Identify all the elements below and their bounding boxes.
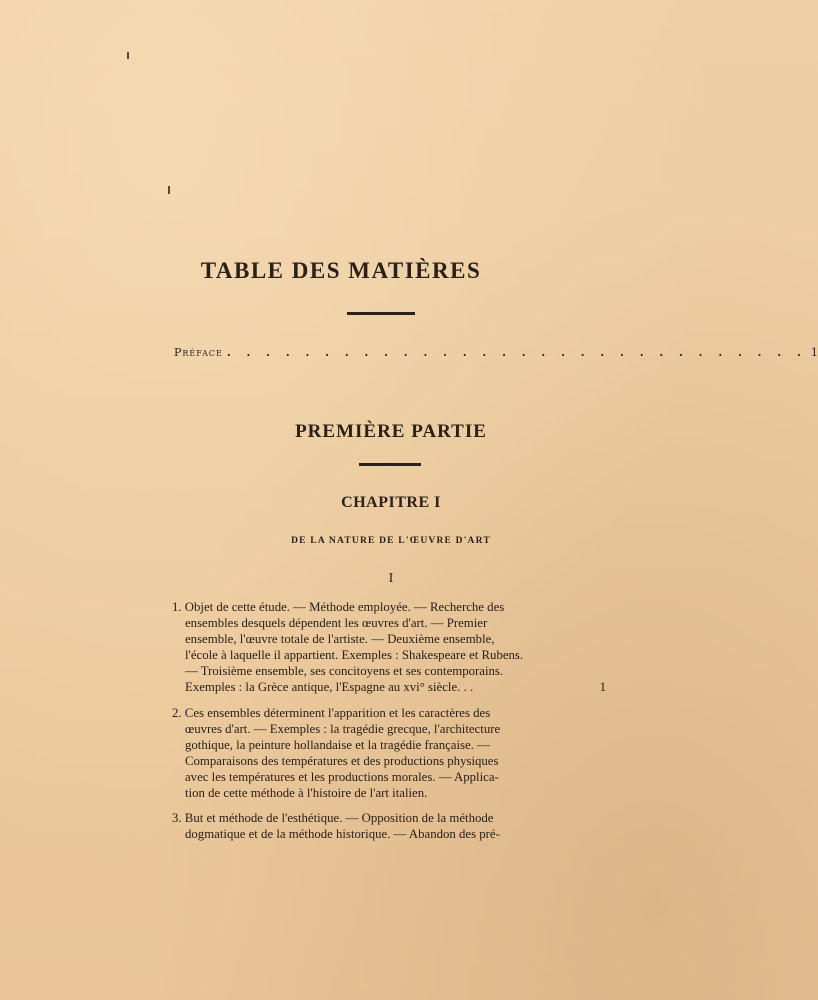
- entry-line: 2. Ces ensembles déterminent l'apparition et les caractères des: [172, 706, 491, 720]
- entry-line: 1. Objet de cette étude. — Méthode employée. — Recherche des: [172, 600, 505, 614]
- entry-line: dogmatique et de la méthode historique. — Abandon des pré-: [185, 827, 500, 841]
- dot-leader: . . . . . . . . . . . . . . . . . . . . . . . . . . . . . .: [226, 346, 807, 359]
- preface-entry: [174, 346, 818, 359]
- entry-line: tion de cette méthode à l'histoire de l'art italien.: [185, 786, 428, 800]
- entry-line: [172, 679, 610, 695]
- entry-page-number: 1: [599, 680, 606, 694]
- preface-label: Préface: [174, 346, 223, 359]
- entry-line: 3. But et méthode de l'esthétique. — Opposition de la méthode: [172, 811, 494, 825]
- entry-line: avec les températures et les productions morales. — Applica-: [185, 770, 499, 784]
- entry-line: œuvres d'art. — Exemples : la tragédie grecque, l'architecture: [185, 722, 501, 736]
- part-rule: [359, 463, 421, 466]
- page-title: TABLE DES MATIÈRES: [200, 258, 482, 283]
- entry-line: gothique, la peinture hollandaise et la tragédie française. —: [185, 738, 490, 752]
- toc-entry-2: [172, 705, 610, 801]
- entry-line: l'école à laquelle il appartient. Exemples : Shakespeare et Rubens.: [185, 648, 524, 662]
- entry-line: ensembles desquels dépendent les œuvres d'art. — Premier: [185, 616, 488, 630]
- toc-entry-1: [172, 599, 610, 695]
- margin-mark: [127, 52, 129, 59]
- entry-line: Comparaisons des températures et des productions physiques: [185, 754, 499, 768]
- title-rule: [347, 312, 415, 315]
- section-number: I: [388, 571, 394, 586]
- toc-entry-3: [172, 810, 610, 842]
- entry-line: — Troisième ensemble, ses concitoyens et ses contemporains.: [185, 664, 504, 678]
- preface-page-number: 1: [810, 346, 818, 359]
- entry-line-text: Exemples : la Grèce antique, l'Espagne au xvi° siècle. . .: [185, 680, 474, 694]
- chapter-subtitle: DE LA NATURE DE L'ŒUVRE D'ART: [291, 536, 491, 546]
- part-title: PREMIÈRE PARTIE: [295, 421, 487, 442]
- entry-line: ensemble, l'œuvre totale de l'artiste. — Deuxième ensemble,: [185, 632, 495, 646]
- margin-mark: [168, 186, 170, 194]
- chapter-title: CHAPITRE I: [341, 494, 441, 511]
